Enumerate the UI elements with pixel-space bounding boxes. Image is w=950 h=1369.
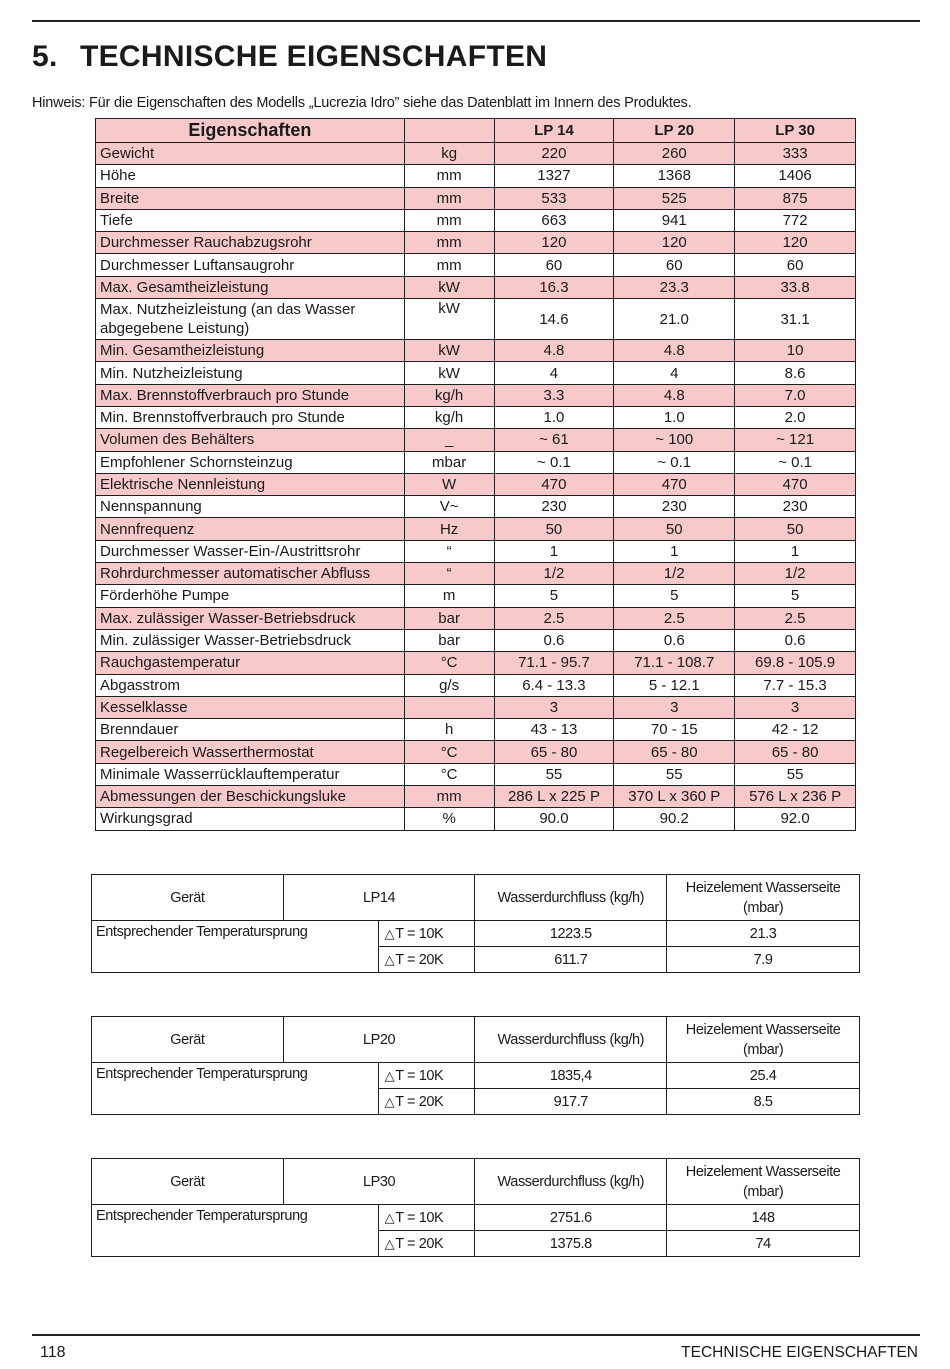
spec-value: 1/2 — [735, 563, 856, 585]
spec-property-label: Abgasstrom — [96, 674, 405, 696]
spec-unit: kg/h — [404, 406, 494, 428]
spec-property-label: Volumen des Behälters — [96, 429, 405, 451]
spec-row — [96, 741, 856, 763]
heat-value: 148 — [667, 1205, 860, 1231]
spec-property-label: Minimale Wasserrücklauftemperatur — [96, 763, 405, 785]
spec-value: 470 — [735, 473, 856, 495]
spec-property-label: Max. zulässiger Wasser-Betriebsdruck — [96, 607, 405, 629]
device-label: Gerät — [92, 875, 284, 921]
delta-triangle-icon: △ — [384, 1235, 395, 1251]
spec-row — [96, 143, 856, 165]
spec-unit: “ — [404, 563, 494, 585]
flow-data-row — [92, 921, 860, 947]
flow-data-row — [92, 1205, 860, 1231]
temperature-jump-label: Entsprechender Temperatursprung — [92, 921, 379, 973]
spec-value: 23.3 — [614, 276, 735, 298]
spec-unit: bar — [404, 607, 494, 629]
spec-row — [96, 786, 856, 808]
spec-header-model: LP 30 — [735, 119, 856, 143]
flow-header-row — [92, 1159, 860, 1205]
heat-value: 25.4 — [667, 1063, 860, 1089]
spec-property-label: Rohrdurchmesser automatischer Abfluss — [96, 563, 405, 585]
spec-value: 3.3 — [494, 384, 614, 406]
spec-value: 90.0 — [494, 808, 614, 830]
spec-row — [96, 299, 856, 340]
delta-t-cell — [378, 921, 475, 947]
spec-value: 1 — [614, 540, 735, 562]
spec-unit: h — [404, 719, 494, 741]
spec-value: ~ 0.1 — [614, 451, 735, 473]
page-number: 118 — [40, 1344, 66, 1361]
spec-row — [96, 763, 856, 785]
spec-value: 50 — [735, 518, 856, 540]
spec-unit: mm — [404, 232, 494, 254]
spec-row — [96, 674, 856, 696]
spec-row — [96, 209, 856, 231]
spec-value: 1327 — [494, 165, 614, 187]
spec-value: 220 — [494, 143, 614, 165]
flow-column-header: Wasserdurchfluss (kg/h) — [475, 1159, 667, 1205]
spec-value: 6.4 - 13.3 — [494, 674, 614, 696]
spec-unit: W — [404, 473, 494, 495]
spec-value: 60 — [614, 254, 735, 276]
heat-value: 7.9 — [667, 947, 860, 973]
spec-value: 286 L x 225 P — [494, 786, 614, 808]
spec-value: 42 - 12 — [735, 719, 856, 741]
spec-value: 1 — [735, 540, 856, 562]
flow-column-header: Wasserdurchfluss (kg/h) — [475, 875, 667, 921]
spec-value: 50 — [494, 518, 614, 540]
delta-t-cell — [378, 1231, 475, 1257]
heat-value: 21.3 — [667, 921, 860, 947]
delta-t-value: T = 20K — [395, 951, 444, 968]
spec-value: ~ 100 — [614, 429, 735, 451]
spec-value: 120 — [735, 232, 856, 254]
flow-table-lp20 — [91, 1016, 860, 1115]
spec-unit: kW — [404, 340, 494, 362]
spec-value: 92.0 — [735, 808, 856, 830]
delta-triangle-icon: △ — [384, 1067, 395, 1083]
spec-row — [96, 652, 856, 674]
spec-property-label: Durchmesser Wasser-Ein-/Austrittsrohr — [96, 540, 405, 562]
delta-t-value: T = 20K — [395, 1235, 444, 1252]
delta-t-value: T = 10K — [395, 925, 444, 942]
spec-value: 120 — [494, 232, 614, 254]
flow-value: 1223.5 — [475, 921, 667, 947]
spec-row — [96, 232, 856, 254]
spec-value: 5 — [735, 585, 856, 607]
spec-property-label: Nennspannung — [96, 496, 405, 518]
spec-unit: kW — [404, 299, 494, 340]
spec-value: 120 — [614, 232, 735, 254]
delta-t-cell — [378, 1063, 475, 1089]
spec-value: 470 — [614, 473, 735, 495]
delta-t-cell — [378, 1089, 475, 1115]
spec-property-label: Nennfrequenz — [96, 518, 405, 540]
spec-row — [96, 340, 856, 362]
spec-value: 0.6 — [735, 629, 856, 651]
spec-value: 60 — [735, 254, 856, 276]
spec-value: 90.2 — [614, 808, 735, 830]
spec-property-label: Brenndauer — [96, 719, 405, 741]
spec-value: 7.7 - 15.3 — [735, 674, 856, 696]
spec-value: 370 L x 360 P — [614, 786, 735, 808]
spec-value: 65 - 80 — [735, 741, 856, 763]
spec-value: 470 — [494, 473, 614, 495]
spec-property-label: Förderhöhe Pumpe — [96, 585, 405, 607]
spec-row — [96, 473, 856, 495]
spec-value: 3 — [494, 696, 614, 718]
spec-header-row — [96, 119, 856, 143]
flow-value: 1835,4 — [475, 1063, 667, 1089]
flow-table-lp14 — [91, 874, 860, 973]
spec-unit: kW — [404, 362, 494, 384]
spec-unit: °C — [404, 763, 494, 785]
spec-unit: mm — [404, 254, 494, 276]
spec-value: 4.8 — [494, 340, 614, 362]
spec-value: 230 — [735, 496, 856, 518]
spec-unit: _ — [404, 429, 494, 451]
spec-property-label: Rauchgastemperatur — [96, 652, 405, 674]
spec-property-label: Tiefe — [96, 209, 405, 231]
spec-row — [96, 585, 856, 607]
flow-header-row — [92, 1017, 860, 1063]
flow-value: 2751.6 — [475, 1205, 667, 1231]
spec-value: 3 — [735, 696, 856, 718]
spec-value: 2.5 — [735, 607, 856, 629]
spec-value: 5 — [494, 585, 614, 607]
spec-value: 1/2 — [494, 563, 614, 585]
spec-value: 576 L x 236 P — [735, 786, 856, 808]
spec-value: 70 - 15 — [614, 719, 735, 741]
spec-value: 69.8 - 105.9 — [735, 652, 856, 674]
spec-row — [96, 384, 856, 406]
spec-value: 4.8 — [614, 340, 735, 362]
spec-value: 1.0 — [614, 406, 735, 428]
top-rule — [32, 20, 920, 22]
spec-table-body — [96, 143, 856, 831]
spec-value: 1 — [494, 540, 614, 562]
spec-unit: mbar — [404, 451, 494, 473]
spec-value: 1.0 — [494, 406, 614, 428]
spec-row — [96, 451, 856, 473]
spec-unit: V~ — [404, 496, 494, 518]
spec-property-label: Regelbereich Wasserthermostat — [96, 741, 405, 763]
device-model: LP20 — [283, 1017, 475, 1063]
spec-unit: % — [404, 808, 494, 830]
flow-value: 611.7 — [475, 947, 667, 973]
spec-property-label: Min. Brennstoffverbrauch pro Stunde — [96, 406, 405, 428]
spec-row — [96, 254, 856, 276]
spec-unit — [404, 696, 494, 718]
temperature-jump-label: Entsprechender Temperatursprung — [92, 1063, 379, 1115]
device-label: Gerät — [92, 1159, 284, 1205]
spec-value: 21.0 — [614, 299, 735, 340]
device-label: Gerät — [92, 1017, 284, 1063]
spec-value: 3 — [614, 696, 735, 718]
spec-value: 772 — [735, 209, 856, 231]
spec-value: ~ 61 — [494, 429, 614, 451]
spec-value: 43 - 13 — [494, 719, 614, 741]
spec-row — [96, 406, 856, 428]
delta-t-cell — [378, 1205, 475, 1231]
spec-value: 71.1 - 108.7 — [614, 652, 735, 674]
spec-property-label: Max. Brennstoffverbrauch pro Stunde — [96, 384, 405, 406]
spec-value: 16.3 — [494, 276, 614, 298]
spec-value: 4.8 — [614, 384, 735, 406]
spec-value: 65 - 80 — [494, 741, 614, 763]
spec-row — [96, 165, 856, 187]
spec-unit: kg — [404, 143, 494, 165]
spec-unit: g/s — [404, 674, 494, 696]
spec-property-label: Elektrische Nennleistung — [96, 473, 405, 495]
spec-value: 65 - 80 — [614, 741, 735, 763]
flow-value: 917.7 — [475, 1089, 667, 1115]
footer-title: TECHNISCHE EIGENSCHAFTEN — [681, 1344, 918, 1361]
spec-value: 31.1 — [735, 299, 856, 340]
spec-property-label: Min. Nutzheizleistung — [96, 362, 405, 384]
spec-header-unit — [404, 119, 494, 143]
spec-value: 230 — [494, 496, 614, 518]
spec-unit: °C — [404, 741, 494, 763]
spec-row — [96, 276, 856, 298]
spec-property-label: Höhe — [96, 165, 405, 187]
delta-triangle-icon: △ — [384, 951, 395, 967]
temperature-jump-label: Entsprechender Temperatursprung — [92, 1205, 379, 1257]
spec-unit: °C — [404, 652, 494, 674]
spec-row — [96, 563, 856, 585]
heat-column-header: Heizelement Wasserseite (mbar) — [667, 875, 860, 921]
delta-t-value: T = 10K — [395, 1209, 444, 1226]
delta-triangle-icon: △ — [384, 925, 395, 941]
bottom-rule — [32, 1334, 920, 1336]
spec-value: 50 — [614, 518, 735, 540]
spec-value: 875 — [735, 187, 856, 209]
spec-unit: mm — [404, 786, 494, 808]
device-model: LP14 — [283, 875, 475, 921]
spec-row — [96, 187, 856, 209]
section-title: TECHNISCHE EIGENSCHAFTEN — [80, 40, 548, 73]
spec-unit: bar — [404, 629, 494, 651]
spec-value: 0.6 — [614, 629, 735, 651]
flow-table-lp30 — [91, 1158, 860, 1257]
flow-header-row — [92, 875, 860, 921]
spec-property-label: Max. Nutzheizleistung (an das Wasser abgegebene Leistung) — [96, 299, 405, 340]
heat-value: 8.5 — [667, 1089, 860, 1115]
spec-value: ~ 0.1 — [494, 451, 614, 473]
delta-t-value: T = 10K — [395, 1067, 444, 1084]
spec-value: 7.0 — [735, 384, 856, 406]
spec-value: 60 — [494, 254, 614, 276]
spec-row — [96, 719, 856, 741]
spec-value: 8.6 — [735, 362, 856, 384]
spec-row — [96, 696, 856, 718]
spec-value: 71.1 - 95.7 — [494, 652, 614, 674]
spec-value: 260 — [614, 143, 735, 165]
spec-property-label: Kesselklasse — [96, 696, 405, 718]
spec-row — [96, 540, 856, 562]
spec-row — [96, 362, 856, 384]
section-heading — [32, 40, 547, 74]
spec-value: 5 - 12.1 — [614, 674, 735, 696]
spec-value: 33.8 — [735, 276, 856, 298]
spec-value: ~ 0.1 — [735, 451, 856, 473]
spec-value: 533 — [494, 187, 614, 209]
spec-value: 5 — [614, 585, 735, 607]
spec-unit: kg/h — [404, 384, 494, 406]
spec-row — [96, 629, 856, 651]
spec-unit: “ — [404, 540, 494, 562]
spec-property-label: Durchmesser Rauchabzugsrohr — [96, 232, 405, 254]
spec-value: 4 — [614, 362, 735, 384]
heat-column-header: Heizelement Wasserseite (mbar) — [667, 1017, 860, 1063]
spec-value: 14.6 — [494, 299, 614, 340]
spec-value: 663 — [494, 209, 614, 231]
delta-t-cell — [378, 947, 475, 973]
spec-unit: kW — [404, 276, 494, 298]
spec-value: 1/2 — [614, 563, 735, 585]
spec-row — [96, 607, 856, 629]
flow-data-row — [92, 1063, 860, 1089]
spec-value: 55 — [735, 763, 856, 785]
spec-property-label: Durchmesser Luftansaugrohr — [96, 254, 405, 276]
spec-property-label: Min. zulässiger Wasser-Betriebsdruck — [96, 629, 405, 651]
spec-value: 1406 — [735, 165, 856, 187]
spec-unit: mm — [404, 165, 494, 187]
spec-property-label: Gewicht — [96, 143, 405, 165]
spec-value: 55 — [614, 763, 735, 785]
spec-row — [96, 518, 856, 540]
flow-value: 1375.8 — [475, 1231, 667, 1257]
spec-header-model: LP 14 — [494, 119, 614, 143]
spec-unit: m — [404, 585, 494, 607]
spec-value: 4 — [494, 362, 614, 384]
device-model: LP30 — [283, 1159, 475, 1205]
spec-property-label: Min. Gesamtheizleistung — [96, 340, 405, 362]
spec-value: 941 — [614, 209, 735, 231]
spec-value: 525 — [614, 187, 735, 209]
spec-value: 0.6 — [494, 629, 614, 651]
spec-row — [96, 808, 856, 830]
spec-value: ~ 121 — [735, 429, 856, 451]
spec-table — [95, 118, 856, 831]
spec-value: 1368 — [614, 165, 735, 187]
spec-unit: mm — [404, 187, 494, 209]
spec-unit: Hz — [404, 518, 494, 540]
spec-property-label: Breite — [96, 187, 405, 209]
spec-property-label: Empfohlener Schornsteinzug — [96, 451, 405, 473]
delta-triangle-icon: △ — [384, 1209, 395, 1225]
heat-column-header: Heizelement Wasserseite (mbar) — [667, 1159, 860, 1205]
flow-column-header: Wasserdurchfluss (kg/h) — [475, 1017, 667, 1063]
section-note: Hinweis: Für die Eigenschaften des Modells „Lucrezia Idro” siehe das Datenblatt im Innern des Produktes. — [32, 95, 692, 111]
spec-header-model: LP 20 — [614, 119, 735, 143]
delta-triangle-icon: △ — [384, 1093, 395, 1109]
spec-value: 55 — [494, 763, 614, 785]
spec-property-label: Max. Gesamtheizleistung — [96, 276, 405, 298]
spec-value: 230 — [614, 496, 735, 518]
heat-value: 74 — [667, 1231, 860, 1257]
spec-header-property: Eigenschaften — [96, 119, 405, 143]
spec-row — [96, 496, 856, 518]
spec-unit: mm — [404, 209, 494, 231]
spec-property-label: Abmessungen der Beschickungsluke — [96, 786, 405, 808]
spec-value: 10 — [735, 340, 856, 362]
spec-value: 2.5 — [494, 607, 614, 629]
section-number: 5. — [32, 40, 58, 73]
spec-value: 333 — [735, 143, 856, 165]
spec-row — [96, 429, 856, 451]
delta-t-value: T = 20K — [395, 1093, 444, 1110]
spec-value: 2.0 — [735, 406, 856, 428]
spec-value: 2.5 — [614, 607, 735, 629]
spec-property-label: Wirkungsgrad — [96, 808, 405, 830]
